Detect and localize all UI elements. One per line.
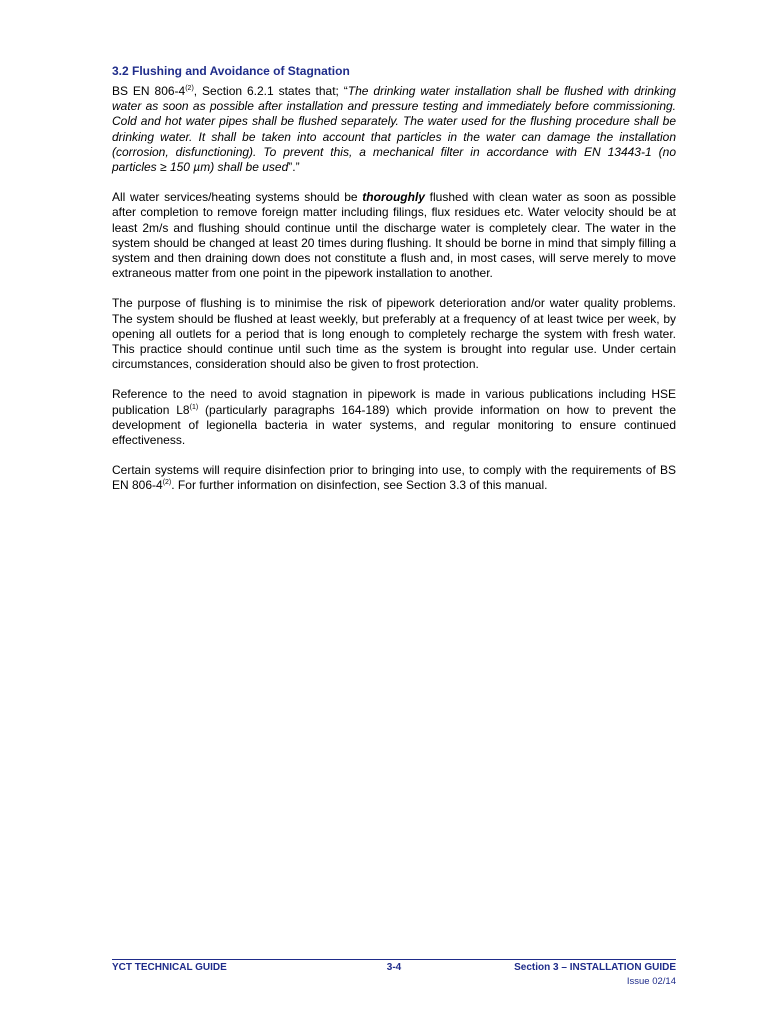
footer-guide-title: YCT TECHNICAL GUIDE (112, 962, 227, 973)
footer-issue-number: Issue 02/14 (626, 976, 676, 987)
paragraph-stagnation-reference (112, 387, 676, 448)
footer-page-number: 3-4 (386, 962, 402, 973)
paragraph-text-start: Reference to the need to avoid stagnation in pipework is made in various publications including HSE publication L8 (112, 387, 676, 417)
quote-close: ”.” (288, 160, 300, 175)
paragraph-flushing-procedure (112, 190, 676, 281)
footer-row (112, 962, 676, 976)
standard-reference: BS EN 806-4 (112, 84, 186, 98)
paragraph-text-start: Certain systems will require disinfection prior to bringing into use, to comply with the requirements of BS EN 806-4 (112, 463, 676, 493)
paragraph-text-start: All water services/heating systems should be (112, 190, 363, 205)
page-footer (112, 959, 676, 987)
footer-section-title: Section 3 – INSTALLATION GUIDE (514, 962, 676, 973)
paragraph-text-end: . For further information on disinfection, see Section 3.3 of this manual. (171, 478, 548, 493)
section-heading: 3.2 Flushing and Avoidance of Stagnation (112, 64, 350, 78)
emphasis-word: thoroughly (362, 190, 425, 205)
paragraph-text-end: flushed with clean water as soon as possible after completion to remove foreign matter including filings, flux residues etc. Water velocity should be at least 2m/s and flushing should continue until the discharge water is completely clear. The water in the system should be changed at least 20 times during flushing. It should be borne in mind that simply filling a system and then draining down does not constitute a flush and, in most cases, will serve merely to move extraneous matter from one point in the pipework installation to another. (112, 190, 676, 281)
paragraph-text-end: (particularly paragraphs 164-189) which provide information on how to prevent the development of legionella bacteria in water systems, and regular monitoring to ensure continued effectiveness. (112, 402, 676, 448)
paragraph-flushing-purpose: The purpose of flushing is to minimise the risk of pipework deterioration and/or water quality problems. The system should be flushed at least weekly, but preferably at a frequency of at least twice per week, by opening all outlets for a period that is long enough to completely recharge the system with fresh water. This practice should continue until such time as the system is brought into regular use. Under certain circumstances, consideration should also be given to frost protection. (112, 296, 676, 372)
paragraph-disinfection (112, 463, 676, 493)
reference-superscript: (2) (162, 479, 172, 487)
quoted-requirement: The drinking water installation shall be flushed with drinking water as soon as possible after installation and pressure testing and immediately before commissioning. Cold and hot water pipes shall be flushed separately. The water used for the flushing procedure shall be drinking water. It shall be taken into account that particles in the water can damage the installation (corrosion, disfunctioning). To prevent this, a mechanical filter in accordance with EN 13443-1 (no particles ≥ 150 µm) shall be used (112, 84, 676, 175)
document-body (112, 62, 676, 509)
reference-superscript: (1) (189, 403, 199, 411)
paragraph-standard-quote (112, 84, 676, 175)
footer-divider (112, 959, 676, 960)
reference-superscript: (2) (185, 85, 194, 92)
quote-lead-in: , Section 6.2.1 states that; “ (193, 84, 348, 98)
